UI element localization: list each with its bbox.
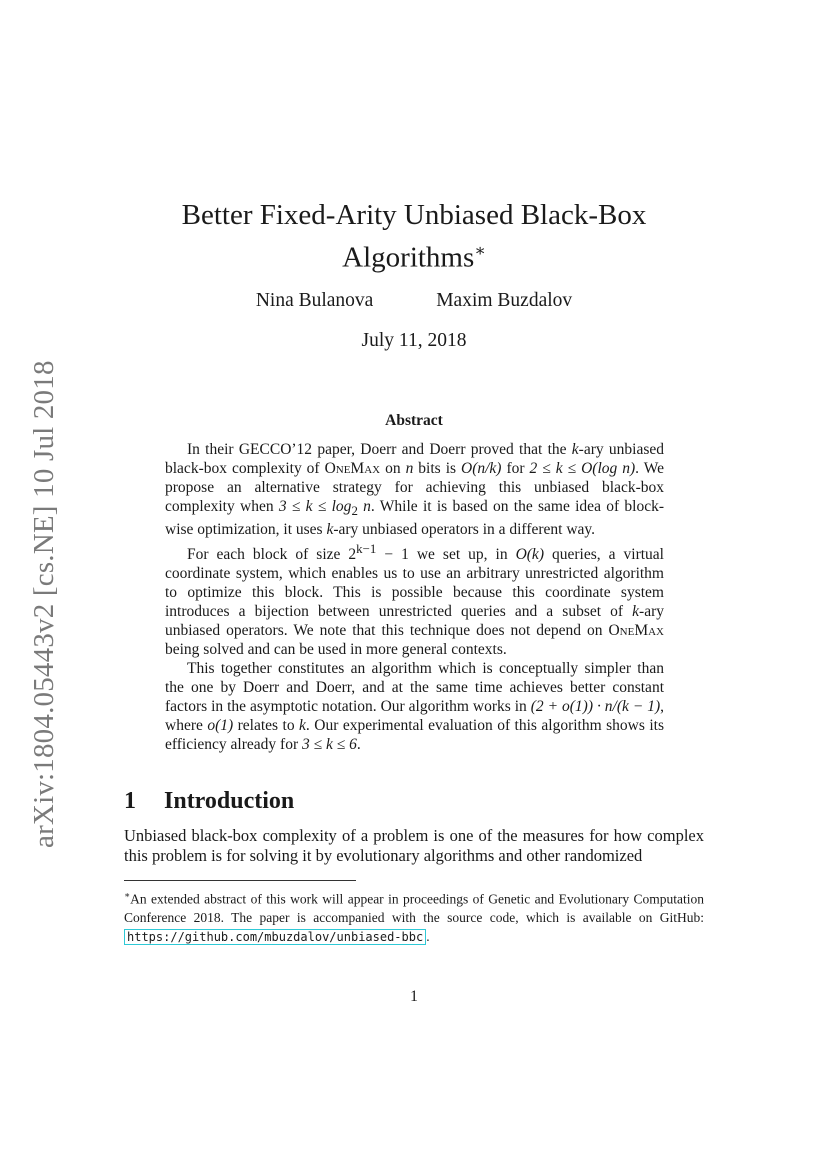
section-number: 1 bbox=[124, 788, 136, 814]
title-line-1: Better Fixed-Arity Unbiased Black-Box bbox=[181, 199, 647, 231]
intro-paragraph: Unbiased black-box complexity of a problem is one of the measures for how complex this problem is for solving it by evolutionary algorithms and other randomized bbox=[124, 826, 704, 865]
section-title: Introduction bbox=[164, 788, 295, 814]
title-footnote-mark: ∗ bbox=[474, 241, 486, 260]
section-heading bbox=[124, 788, 294, 815]
arxiv-identifier: arXiv:1804.05443v2 [cs.NE] 10 Jul 2018 bbox=[28, 360, 60, 848]
footnote: ∗An extended abstract of this work will appear in proceedings of Genetic and Evolutionary Computation Conference 2018. The paper is accompanied with the source code, which is available on GitHub: https://github.com/mbuzdalov/unbiased-bbc . bbox=[124, 890, 704, 944]
page-number: 1 bbox=[410, 988, 418, 1005]
abstract-body bbox=[165, 440, 664, 754]
author-name: Maxim Buzdalov bbox=[436, 290, 573, 311]
abstract-paragraph-2: For each block of size $2^{k-1} - 1$ we set up, in O(k) queries, a virtual coordinate system, which enables us to use an arbitrary unrestricted algorithm to optimize this block. This is possible because this coordinate system introduces a bijection between unrestricted queries and a subset of k-ary unbiased operators. We note that this technique does not depend on OneMax being solved and can be used in more general contexts. bbox=[165, 541, 664, 659]
title-line-2: Algorithms bbox=[342, 241, 475, 274]
footnote-rule bbox=[124, 880, 356, 881]
abstract-heading: Abstract bbox=[385, 412, 443, 429]
abstract-paragraph-1: In their GECCO’12 paper, Doerr and Doerr proved that the k-ary unbiased black-box complexity of OneMax on n bits is O(n/k) for 2 ≤ k ≤ O(log n). We propose an alternative strategy for achieving this unbiased black-box complexity when $3 \le k \le \log_2 n$. While it is based on the same idea of block-wise optimization, it uses k-ary unbiased operators in a different way. bbox=[165, 441, 665, 539]
author-list bbox=[124, 290, 704, 312]
paper-title bbox=[124, 198, 704, 276]
author-name: Nina Bulanova bbox=[255, 290, 374, 311]
paper-date: July 11, 2018 bbox=[361, 330, 467, 351]
abstract-paragraph-3: This together constitutes an algorithm which is conceptually simpler than the one by Doerr and Doerr, and at the same time achieves better constant factors in the asymptotic notation. Our algorithm works in (2 + o(1)) · n/(k − 1), where o(1) relates to k. Our experimental evaluation of this algorithm shows its efficiency already for 3 ≤ k ≤ 6. bbox=[165, 660, 665, 754]
footnote-mark: ∗ bbox=[124, 890, 131, 900]
introduction-text bbox=[124, 826, 704, 866]
github-link[interactable]: https://github.com/mbuzdalov/unbiased-bbc bbox=[124, 929, 426, 945]
footnote-text: An extended abstract of this work will appear in proceedings of Genetic and Evolutionary Computation Conference 2018. The paper is accompanied with the source code, which is available on GitHub: bbox=[124, 891, 704, 925]
